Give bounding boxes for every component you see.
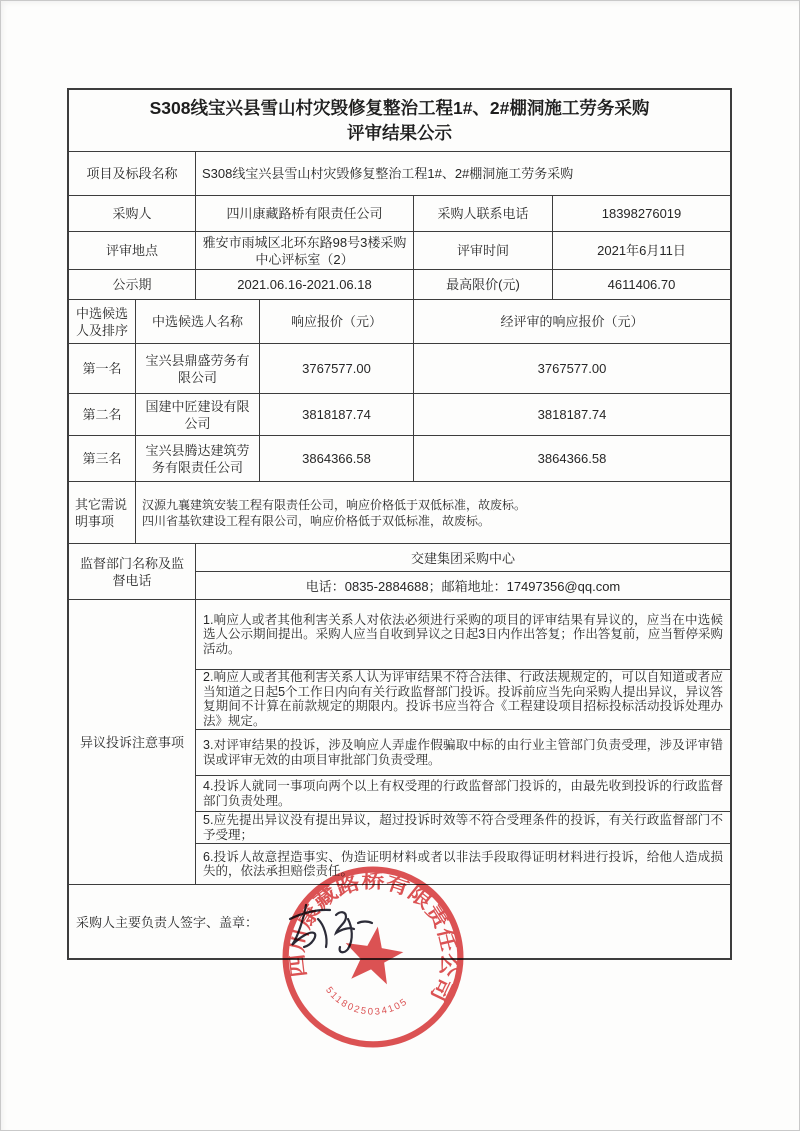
publicity-period-label: 公示期 xyxy=(69,270,196,299)
objection-item-text: 3.对评审结果的投诉，涉及响应人弄虚作假骗取中标的由行业主管部门负责受理，涉及评审错误或评审无效的由项目审批部门负责受理。 xyxy=(203,738,723,767)
objection-item xyxy=(196,600,730,670)
candidate-name: 宝兴县腾达建筑劳务有限责任公司 xyxy=(136,436,260,481)
candidate-rank: 第三名 xyxy=(69,436,136,481)
candidate-name: 宝兴县鼎盛劳务有限公司 xyxy=(136,344,260,393)
review-row xyxy=(69,232,730,270)
candidates-header-row xyxy=(69,300,730,344)
candidate-price: 3864366.58 xyxy=(260,436,414,481)
objection-item-text: 5.应先提出异议没有提出异议，超过投诉时效等不符合受理条件的投诉，有关行政监督部门不予受理； xyxy=(203,813,723,842)
candidate-row-3 xyxy=(69,436,730,482)
title-row xyxy=(69,90,730,152)
candidate-price: 3818187.74 xyxy=(260,394,414,435)
candidate-evaluated-price: 3864366.58 xyxy=(537,451,607,466)
candidates-name-header: 中选候选人名称 xyxy=(136,300,260,343)
other-notes-line-1: 汉源九襄建筑安装工程有限责任公司，响应价格低于双低标准，故废标。 xyxy=(142,497,527,512)
candidate-price: 3767577.00 xyxy=(260,344,414,393)
candidates-rank-header: 中选候选人及排序 xyxy=(69,300,136,343)
objection-label: 异议投诉注意事项 xyxy=(69,600,196,884)
candidate-evaluated-price: 3818187.74 xyxy=(537,407,607,422)
candidates-price-header: 响应报价（元） xyxy=(260,300,414,343)
candidate-row-1 xyxy=(69,344,730,394)
review-time-label: 评审时间 xyxy=(414,232,553,269)
supervision-contact: 电话：0835-2884688；邮箱地址：17497356@qq.com xyxy=(305,579,621,594)
page-title xyxy=(69,96,730,146)
project-label: 项目及标段名称 xyxy=(69,152,196,195)
candidate-row-2 xyxy=(69,394,730,436)
announcement-table xyxy=(67,88,732,960)
objection-item-text: 1.响应人或者其他利害关系人对依法必须进行采购的项目的评审结果有异议的，应当在中选候选人公示期间提出。采购人应当自收到异议之日起3日内作出答复；作出答复前，应当暂停采购活动。 xyxy=(203,612,723,656)
supervision-row xyxy=(69,544,730,600)
title-line-2: 评审结果公示 xyxy=(347,122,452,143)
seal-number-text: 5118025034105 xyxy=(323,984,411,1018)
objection-content xyxy=(196,600,730,884)
signature-label: 采购人主要负责人签字、盖章： xyxy=(76,915,259,930)
seal-company-text: 四川康藏路桥有限责任公司 xyxy=(287,871,459,1001)
other-notes-row xyxy=(69,482,730,544)
objection-item-text: 6.投诉人故意捏造事实、伪造证明材料或者以非法手段取得证明材料进行投诉，给他人造成损失的，依法承担赔偿责任。 xyxy=(203,849,723,879)
objection-item xyxy=(196,812,730,844)
purchaser-phone-label: 采购人联系电话 xyxy=(414,196,553,231)
other-notes-label: 其它需说明事项 xyxy=(69,482,136,543)
other-notes-content xyxy=(136,482,730,543)
purchaser-label: 采购人 xyxy=(69,196,196,231)
purchaser-phone-value: 18398276019 xyxy=(601,206,682,221)
candidate-evaluated-price: 3767577.00 xyxy=(537,361,607,376)
max-price-label: 最高限价(元) xyxy=(414,270,553,299)
publicity-period-value: 2021.06.16-2021.06.18 xyxy=(196,270,414,299)
candidate-rank: 第一名 xyxy=(69,344,136,393)
review-time-value: 2021年6月11日 xyxy=(597,243,686,258)
objection-item xyxy=(196,776,730,812)
candidate-rank: 第二名 xyxy=(69,394,136,435)
candidate-name: 国建中匠建设有限公司 xyxy=(136,394,260,435)
objection-item-text: 4.投诉人就同一事项向两个以上有权受理的行政监督部门投诉的，由最先收到投诉的行政监督部门负责处理。 xyxy=(203,779,723,808)
other-notes-line-2: 四川省基钦建设工程有限公司，响应价格低于双低标准，故废标。 xyxy=(142,513,491,528)
review-location-label: 评审地点 xyxy=(69,232,196,269)
max-price-value: 4611406.70 xyxy=(607,277,676,292)
title-line-1: S308线宝兴县雪山村灾毁修复整治工程1#、2#棚洞施工劳务采购 xyxy=(149,97,650,118)
objection-row xyxy=(69,600,730,885)
publicity-row xyxy=(69,270,730,300)
purchaser-value: 四川康藏路桥有限责任公司 xyxy=(196,196,414,231)
project-value: S308线宝兴县雪山村灾毁修复整治工程1#、2#棚洞施工劳务采购 xyxy=(202,166,574,181)
objection-item xyxy=(196,730,730,777)
purchaser-row xyxy=(69,196,730,232)
supervision-content xyxy=(196,544,730,599)
objection-item-text: 2.响应人或者其他利害关系人认为评审结果不符合法律、行政法规规定的，可以自知道或者应当知道之日起5个工作日内向有关行政监督部门投诉。投诉前应当先向采购人提出异议，异议答复期间不计算在前款规定的期限内。投诉书应当符合《工程建设项目招标投标活动投诉处理办法》规定。 xyxy=(203,670,723,728)
candidates-evaluated-price-header: 经评审的响应报价（元） xyxy=(500,314,644,329)
review-location-value: 雅安市雨城区北环东路98号3楼采购中心评标室（2） xyxy=(196,232,414,269)
objection-item xyxy=(196,670,730,730)
handwritten-signature xyxy=(284,893,384,961)
project-row xyxy=(69,152,730,196)
supervision-label: 监督部门名称及监督电话 xyxy=(69,544,196,599)
supervision-department: 交建集团采购中心 xyxy=(196,544,730,572)
